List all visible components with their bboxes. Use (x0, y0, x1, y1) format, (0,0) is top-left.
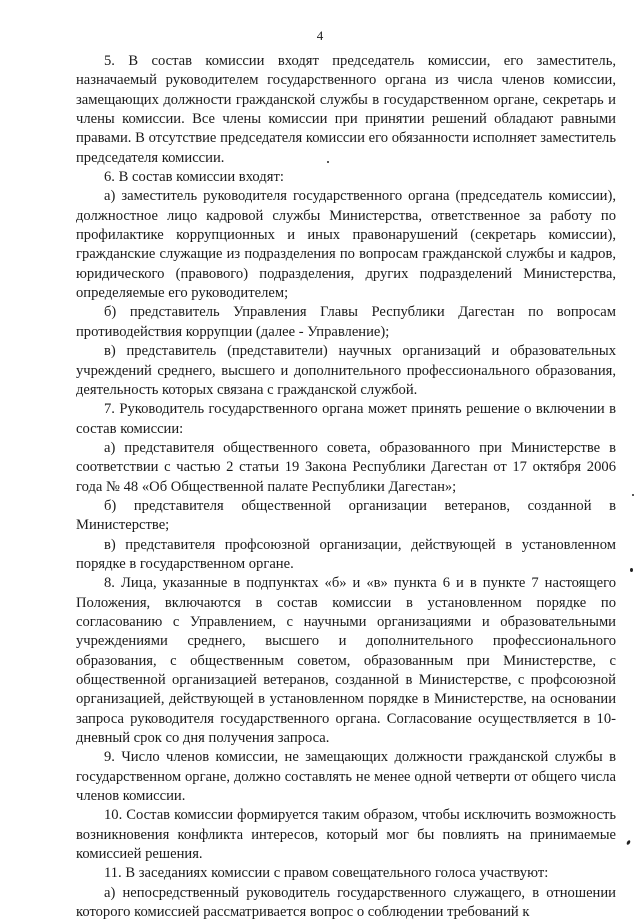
paragraph-item-10: 10. Состав комиссии формируется таким образом, чтобы исключить возможность возникновения конфликта интересов, который мог бы повлиять на принимаемые комиссией решения. (76, 807, 616, 863)
paragraph-item-6v: в) представитель (представители) научных организаций и образовательных учреждений среднего, высшего и дополнительного профессионального образования, деятельность которых связана с гражданской службой. (76, 343, 616, 398)
scan-speck (630, 568, 633, 572)
scan-speck (626, 840, 631, 846)
paragraph-item-9: 9. Число членов комиссии, не замещающих должности гражданской службы в государственном органе, должно составлять не менее одной четверти от общего числа членов комиссии. (76, 749, 616, 805)
document-body (76, 52, 616, 922)
scan-speck (327, 161, 329, 163)
paragraph-item-11-heading: 11. В заседаниях комиссии с правом совещательного голоса участвуют: (104, 865, 549, 882)
page-number: 4 (316, 28, 324, 43)
paragraph-item-7v: в) представителя профсоюзной организации, действующей в установленном порядке в государственном органе. (76, 536, 616, 572)
paragraph-item-5: 5. В состав комиссии входят председатель комиссии, его заместитель, назначаемый руководителем государственного органа из числа членов комиссии, замещающих должности гражданской службы в государственном органе, секретарь и члены комиссии. Все члены комиссии при принятии решений обладают равными правами. В отсутствие председателя комиссии его обязанности исполняет заместитель председателя комиссии. (76, 53, 616, 166)
paragraph-item-7-heading: 7. Руководитель государственного органа может принять решение о включении в состав комиссии: (76, 401, 616, 437)
paragraph-item-6a: а) заместитель руководителя государственного органа (председатель комиссии), должностное лицо кадровой службы Министерства, ответственное за работу по профилактике коррупционных и иных правонарушений (секретарь комиссии), гражданские служащие из подразделения по вопросам гражданской службы и кадров, юридического (правового) подразделения, других подразделений Министерства, определяемые его руководителем; (76, 188, 616, 302)
paragraph-item-6-heading: 6. В состав комиссии входят: (104, 169, 284, 186)
paragraph-item-6b: б) представитель Управления Главы Республики Дагестан по вопросам противодействия коррупции (далее - Управление); (76, 304, 616, 340)
paragraph-item-7a: а) представителя общественного совета, образованного при Министерстве в соответствии с частью 2 статьи 19 Закона Республики Дагестан от 17 октября 2006 года № 48 «Об Общественной палате Республики Дагестан»; (76, 439, 616, 495)
paragraph-item-7b: б) представителя общественной организации ветеранов, созданной в Министерстве; (76, 497, 616, 534)
paragraph-item-8: 8. Лица, указанные в подпунктах «б» и «в» пункта 6 и в пункте 7 настоящего Положения, включаются в состав комиссии в установленном порядке по согласованию с Управлением, с научными организациями и образовательными учреждениями среднего, высшего и дополнительного профессионального образования, с общественным советом, образованным при Министерстве, с общественной организацией ветеранов, созданной в Министерстве, с профсоюзной организацией, действующей в установленном порядке в Министерстве, на основании запроса руководителя государственного органа. Согласование осуществляется в 10-дневный срок со дня получения запроса. (76, 575, 616, 747)
paragraph-item-11a: а) непосредственный руководитель государственного служащего, в отношении которого комиссией рассматривается вопрос о соблюдении требований к (76, 884, 616, 921)
scan-speck (632, 494, 634, 496)
